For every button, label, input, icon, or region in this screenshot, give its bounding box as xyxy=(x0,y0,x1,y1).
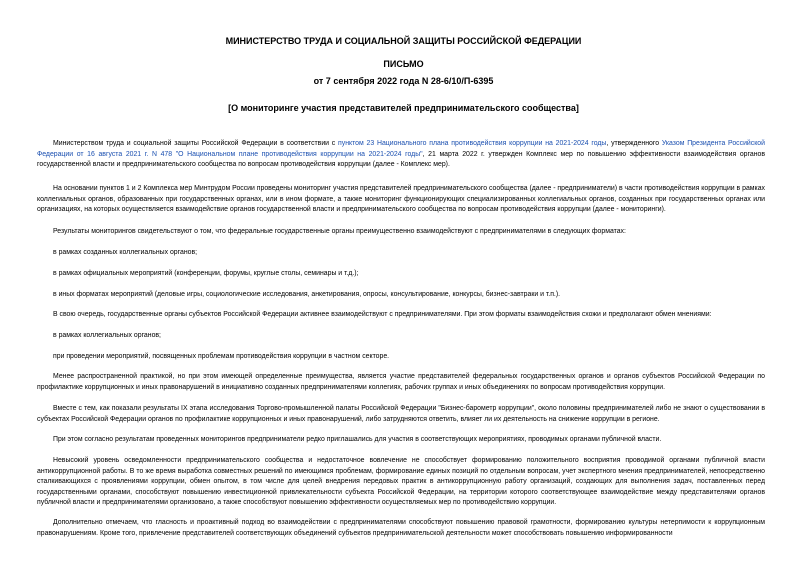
paragraph-2: На основании пунктов 1 и 2 Комплекса мер Минтрудом России проведены мониторинг участия представителей предпринимательского сообщества (далее - предприниматели) в части противодействия коррупции в рамках коллегиальных органов, образованных при государственных органах, или в ином формате, а также мониторинг функционирующих специализированных коллегиальных органов, созданных при государственных органах или организациях, на которых осуществляется взаимодействие органов государственной власти и предпринимательского сообщества по вопросам противодействия коррупции (далее - мониторинги). xyxy=(37,185,765,213)
paragraph-1 xyxy=(37,139,765,171)
document-type: ПИСЬМО xyxy=(383,59,424,69)
paragraph-1-text-a: Министерством труда и социальной защиты Российской Федерации в соответствии с xyxy=(53,140,339,147)
list-item: в рамках созданных коллегиальных органов; xyxy=(53,249,198,256)
paragraph-3: Результаты мониторингов свидетельствуют о том, что федеральные государственные органы преимущественно взаимодействуют с предпринимателями в следующих форматах: xyxy=(53,228,626,235)
ministry-title: МИНИСТЕРСТВО ТРУДА И СОЦИАЛЬНОЙ ЗАЩИТЫ РОССИЙСКОЙ ФЕДЕРАЦИИ xyxy=(225,36,582,46)
paragraph-1-text-b: , утвержденного xyxy=(606,140,662,147)
document-date-number: от 7 сентября 2022 года N 28-6/10/П-6395 xyxy=(313,76,494,86)
list-item: в рамках официальных мероприятий (конференции, форумы, круглые столы, семинары и т.д.); xyxy=(53,270,359,277)
paragraph-7: При этом согласно результатам проведенных мониторингов предприниматели редко приглашались для участия в соответствующих мероприятиях, проводимых органами публичной власти. xyxy=(53,436,662,443)
paragraph-8: Невысокий уровень осведомленности предпринимательского сообщества и недостаточное вовлечение не способствует формированию положительного восприятия проводимой органами публичной власти антикоррупционной работы. В то же время выработка совместных решений по имеющимся проблемам, формирование единых позиций по отдельным вопросам, учет экспертного мнения предпринимателей, непосредственно сталкивающихся с проявлениями коррупции, обмен опытом, в том числе для целей внедрения передовых практик в антикоррупционную работу организаций, создающих для выполнения задач, поставленных перед государственными органами, способствуют повышению инвестиционной привлекательности субъекта Российской Федерации, на территории которого соответствующее взаимодействие между представителями органов публичной власти и предпринимателями организовано, а также способствуют повышению эффективности осуществляемых мер по противодействию коррупции. xyxy=(37,457,765,506)
list-item: в иных форматах мероприятий (деловые игры, социологические исследования, анкетирования, опросы, консультирование, конкурсы, бизнес-завтраки и т.п.). xyxy=(53,291,561,298)
list-item: в рамках коллегиальных органов; xyxy=(53,332,161,339)
paragraph-4: В свою очередь, государственные органы субъектов Российской Федерации активнее взаимодействуют с предпринимателями. При этом форматы взаимодействия схожи и предполагают обмен мнениями: xyxy=(53,311,712,318)
link-presidential-decree[interactable]: Указом Президента Российской Федерации от 16 августа 2021 г. N 478 "О Национальном плане противодействия коррупции на 2021-2024 годы" xyxy=(37,140,765,158)
list-item: при проведении мероприятий, посвященных проблемам противодействия коррупции в частном секторе. xyxy=(53,353,390,360)
paragraph-1-text-c: , 21 марта 2022 г. утвержден Комплекс мер по повышению эффективности взаимодействия органов государственной власти и предпринимательского сообщества по вопросам противодействия коррупции (далее - Комплекс мер). xyxy=(37,150,765,168)
link-national-plan-item-23[interactable]: пунктом 23 Национального плана противодействия коррупции на 2021-2024 годы xyxy=(338,140,607,147)
paragraph-6: Вместе с тем, как показали результаты IX этапа исследования Торгово-промышленной палаты Российской Федерации "Бизнес-барометр коррупции", около половины предпринимателей либо не знают о существовании в субъектах Российской Федерации органов по профилактике коррупционных и иных правонарушений, либо затрудняются ответить, влияет ли их деятельность на снижение коррупции в регионе. xyxy=(37,405,765,423)
document-subject: [О мониторинге участия представителей предпринимательского сообщества] xyxy=(228,103,579,113)
paragraph-5: Менее распространенной практикой, но при этом имеющей определенные преимущества, является участие представителей федеральных государственных органов и органов субъектов Российской Федерации по профилактике коррупционных и иных правонарушений в инициативно созданных предпринимателями коллегиях, рабочих группах и иных объединениях по вопросам противодействия коррупции. xyxy=(37,373,765,391)
paragraph-9: Дополнительно отмечаем, что гласность и проактивный подход во взаимодействии с предпринимателями способствуют повышению правовой грамотности, формированию культуры нетерпимости к коррупционным правонарушениям. Кроме того, привлечение представителей соответствующих объединений субъектов предпринимательской деятельности может способствовать повышению информированности xyxy=(37,519,765,537)
